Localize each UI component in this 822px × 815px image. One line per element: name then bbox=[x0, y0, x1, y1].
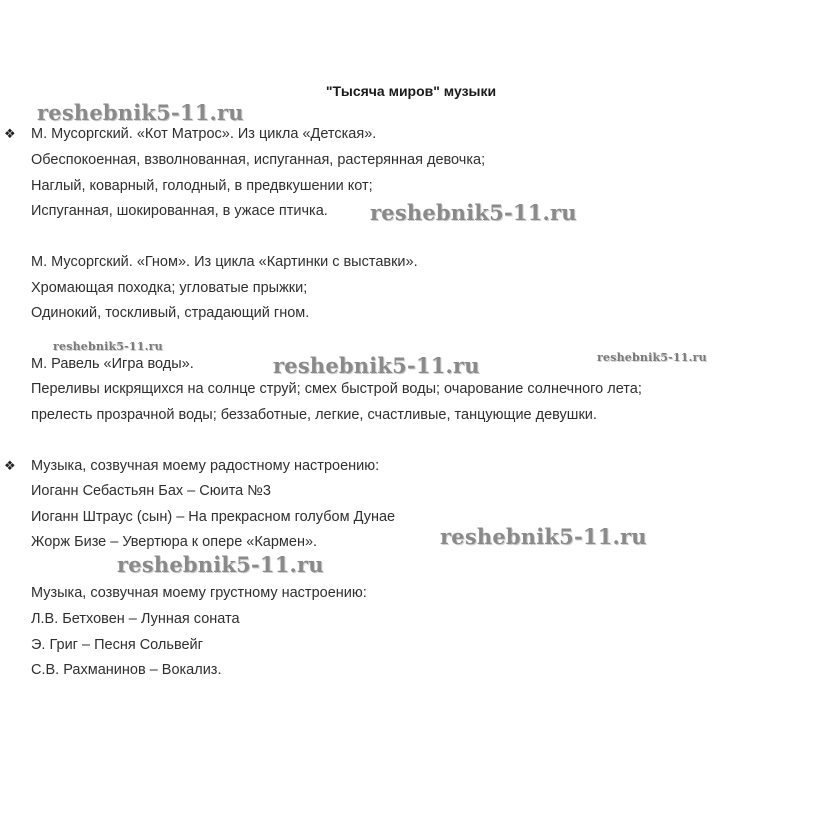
text-line: Жорж Бизе – Увертюра к опере «Кармен». bbox=[31, 534, 318, 550]
text-line: Хромающая походка; угловатые прыжки; bbox=[31, 280, 308, 296]
page-title: "Тысяча миров" музыки bbox=[325, 83, 497, 99]
text-line: Иоганн Себастьян Бах – Сюита №3 bbox=[31, 483, 271, 499]
watermark: reshebnik5-11.ru bbox=[440, 524, 647, 549]
bullet-icon: ❖ bbox=[4, 458, 16, 473]
text-line: Наглый, коварный, голодный, в предвкушении кот; bbox=[31, 178, 373, 194]
bullet-icon: ❖ bbox=[4, 126, 16, 141]
text-line: Музыка, созвучная моему грустному настроению: bbox=[31, 585, 367, 601]
text-line: прелесть прозрачной воды; беззаботные, легкие, счастливые, танцующие девушки. bbox=[31, 407, 597, 423]
watermark: reshebnik5-11.ru bbox=[597, 351, 707, 364]
text-line: Л.В. Бетховен – Лунная соната bbox=[31, 611, 240, 627]
watermark: reshebnik5-11.ru bbox=[53, 340, 163, 353]
text-line: Испуганная, шокированная, в ужасе птичка. bbox=[31, 203, 328, 219]
watermark: reshebnik5-11.ru bbox=[370, 200, 577, 225]
text-line: Э. Григ – Песня Сольвейг bbox=[31, 637, 203, 653]
watermark: reshebnik5-11.ru bbox=[273, 353, 480, 378]
text-line: М. Мусоргский. «Гном». Из цикла «Картинки с выставки». bbox=[31, 254, 418, 270]
text-line: М. Равель «Игра воды». bbox=[31, 356, 194, 372]
text-line: Одинокий, тоскливый, страдающий гном. bbox=[31, 305, 310, 321]
watermark: reshebnik5-11.ru bbox=[117, 552, 324, 577]
text-line: Иоганн Штраус (сын) – На прекрасном голубом Дунае bbox=[31, 509, 396, 525]
watermark: reshebnik5-11.ru bbox=[37, 100, 244, 125]
text-line: Обеспокоенная, взволнованная, испуганная, растерянная девочка; bbox=[31, 152, 486, 168]
text-line: Музыка, созвучная моему радостному настроению: bbox=[31, 458, 380, 474]
text-line: М. Мусоргский. «Кот Матрос». Из цикла «Детская». bbox=[31, 126, 377, 142]
text-line: С.В. Рахманинов – Вокализ. bbox=[31, 662, 222, 678]
text-line: Переливы искрящихся на солнце струй; смех быстрой воды; очарование солнечного лета; bbox=[31, 381, 642, 397]
